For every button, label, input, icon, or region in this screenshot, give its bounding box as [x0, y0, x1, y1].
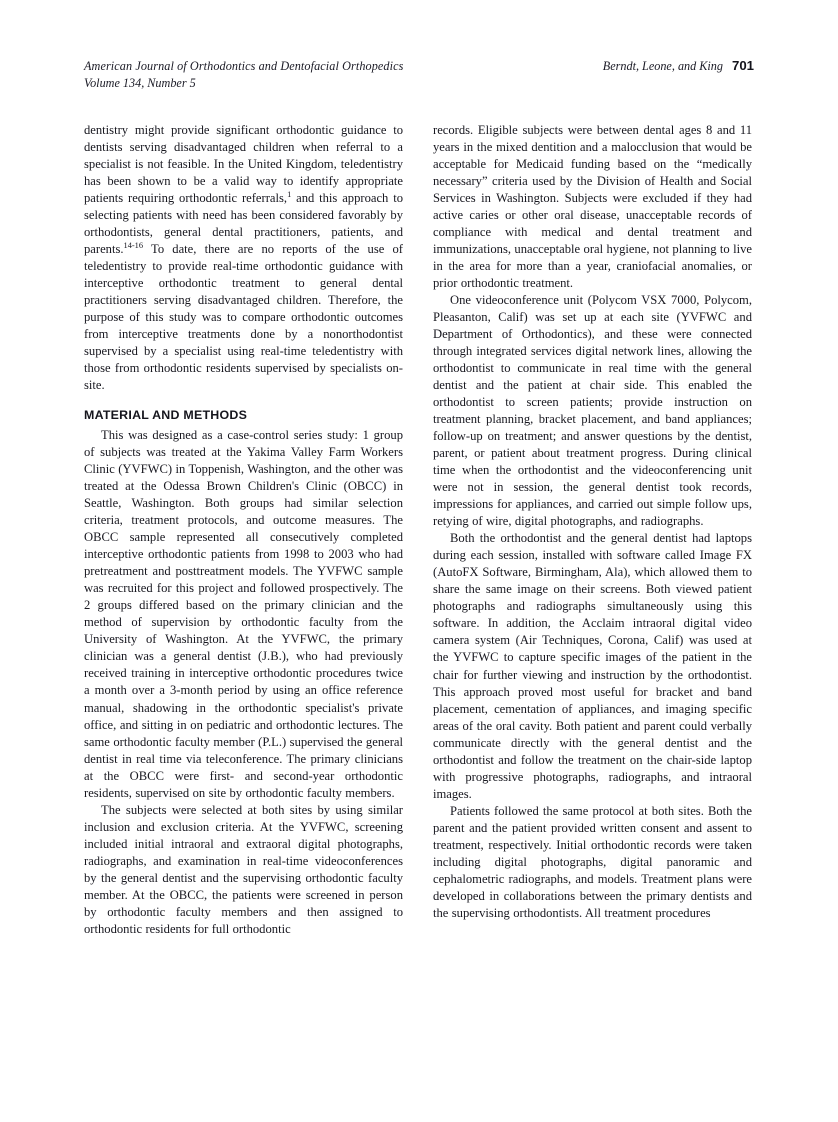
paragraph-text-b: and this approach to selecting patients with need has been considered favorably by orthodontists, general dental practitioners, patients, and parents. [84, 191, 403, 257]
paragraph-videoconference-setup: One videoconference unit (Polycom VSX 7000, Polycom, Pleasanton, Calif) was set up at each site (YVFWC and Department of Orthodontics), and these were connected through integrated services digital network lines, allowing the orthodontist to communicate in real time with the general dentist and the patient at chair side. This enabled the orthodontist to screen patients; provide instruction on treatment planning, bracket placement, and band appliances; follow-up on treatment; and answer questions by the dentist, parent, or patient about treatment progress. During clinical time when the orthodontist and the videoconferencing unit were not in session, the general dentist took records, impressions for appliances, and carried out simple follow ups, retying of wire, digital photographs, and radiographs. [433, 293, 752, 529]
paragraph-text-a: dentistry might provide significant orthodontic guidance to dentists serving disadvantaged children when referral to a specialist is not feasible. In the United Kingdom, teledentistry has been shown to be a valid way to identify appropriate patients requiring orthodontic referrals, [84, 123, 403, 206]
paragraph-eligibility: records. Eligible subjects were between dental ages 8 and 11 years in the mixed dentition and a malocclusion that would be acceptable for Medicaid funding based on the “medically necessary” criteria used by the Division of Health and Social Services in Washington. Subjects were excluded if they had active caries or other oral disease, unacceptable records of compliance with medical and dental treatment and immunizations, unacceptable oral hygiene, not planning to live in the area for more than a year, craniofacial anomalies, or prior orthodontic treatment. [433, 123, 752, 291]
running-head [84, 58, 754, 98]
paragraph-study-design: This was designed as a case-control series study: 1 group of subjects was treated at the Yakima Valley Farm Workers Clinic (YVFWC) in Toppenish, Washington, and the other was treated at the Odessa Brown Children's Clinic (OBCC) in Seattle, Washington. Both groups had similar selection criteria, treatment protocols, and outcome measures. The OBCC sample represented all consecutively completed interceptive orthodontic patients from 1998 to 2003 who had pretreatment and posttreatment models. The YVFWC sample was recruited for this project and followed prospectively. The 2 groups differed based on the primary clinician and the method of supervision by orthodontic faculty from the University of Washington. At the YVFWC, the primary clinician was a general dentist (J.B.), who had previously received training in interceptive orthodontic procedures twice a month over a 3-month period by using an office reference manual, shadowing in the orthodontic specialist's private office, and sitting in on pediatric and orthodontic lectures. The same orthodontic faculty member (P.L.) supervised the general dentist in real time via teleconference. The primary clinicians at the OBCC were first- and second-year orthodontic residents, supervised on site by orthodontic faculty members. [84, 428, 403, 800]
paragraph-protocol: Patients followed the same protocol at both sites. Both the parent and the patient provided written consent and assent to treatment, respectively. Initial orthodontic records were taken including digital photographs, digital panoramic and cephalometric radiographs, and models. Treatment plans were developed in collaborations between the primary dentists and the supervising orthodontists. All treatment procedures [433, 803, 752, 920]
paragraph-continuation [84, 122, 403, 394]
article-authors: Berndt, Leone, and King [602, 59, 723, 73]
paragraph-text-c: To date, there are no reports of the use of teledentistry to provide real-time orthodontic guidance with interceptive orthodontic treatment to general dental practitioners serving disadvantaged children. Therefore, the purpose of this study was to compare orthodontic outcomes from interceptive treatments done by a nonorthodontist supervised by a specialist using real-time teledentistry with those from orthodontic residents supervised by specialists on-site. [84, 242, 403, 393]
paragraph-laptop-software: Both the orthodontist and the general dentist had laptops during each session, installed with software called Image FX (AutoFX Software, Birmingham, Ala), which allowed them to share the same image on their screens. Both viewed patient photographs and radiographs simultaneously using this software. In addition, the Acclaim intraoral digital video camera system (Air Techniques, Corona, Calif) was used at the YVFWC to capture specific images of the patient in the chair for further viewing and instruction by the orthodontist. This approach proved most useful for bracket and band placement, cementation of appliances, and imaging specific areas of the oral cavity. Both patient and parent could verbally communicate directly with the general dentist and the orthodontist and follow the treatment on the chair-side laptop with progressive photographs, radiographs, and intraoral images. [433, 531, 752, 801]
volume-issue-line: Volume 134, Number 5 [84, 76, 196, 90]
running-head-authors-group [603, 58, 754, 74]
paragraph-subject-selection: The subjects were selected at both sites by using similar inclusion and exclusion criteria. At the YVFWC, screening included initial intraoral and extraoral digital photographs, radiographs, and examination in real-time videoconferences by the general dentist and the supervising orthodontic faculty member. At the OBCC, the patients were screened in person by orthodontic faculty members and then assigned to orthodontic residents for full orthodontic [84, 802, 403, 936]
citation-reference: 1 [287, 189, 292, 199]
journal-title: American Journal of Orthodontics and Dentofacial Orthopedics [84, 59, 404, 73]
article-body [84, 122, 754, 1072]
page-number: 701 [731, 58, 754, 73]
section-heading-material-and-methods: MATERIAL AND METHODS [84, 408, 248, 423]
citation-reference-range: 14-16 [123, 240, 144, 250]
running-head-row [84, 58, 754, 74]
column-left [84, 122, 403, 938]
column-right [433, 122, 752, 922]
